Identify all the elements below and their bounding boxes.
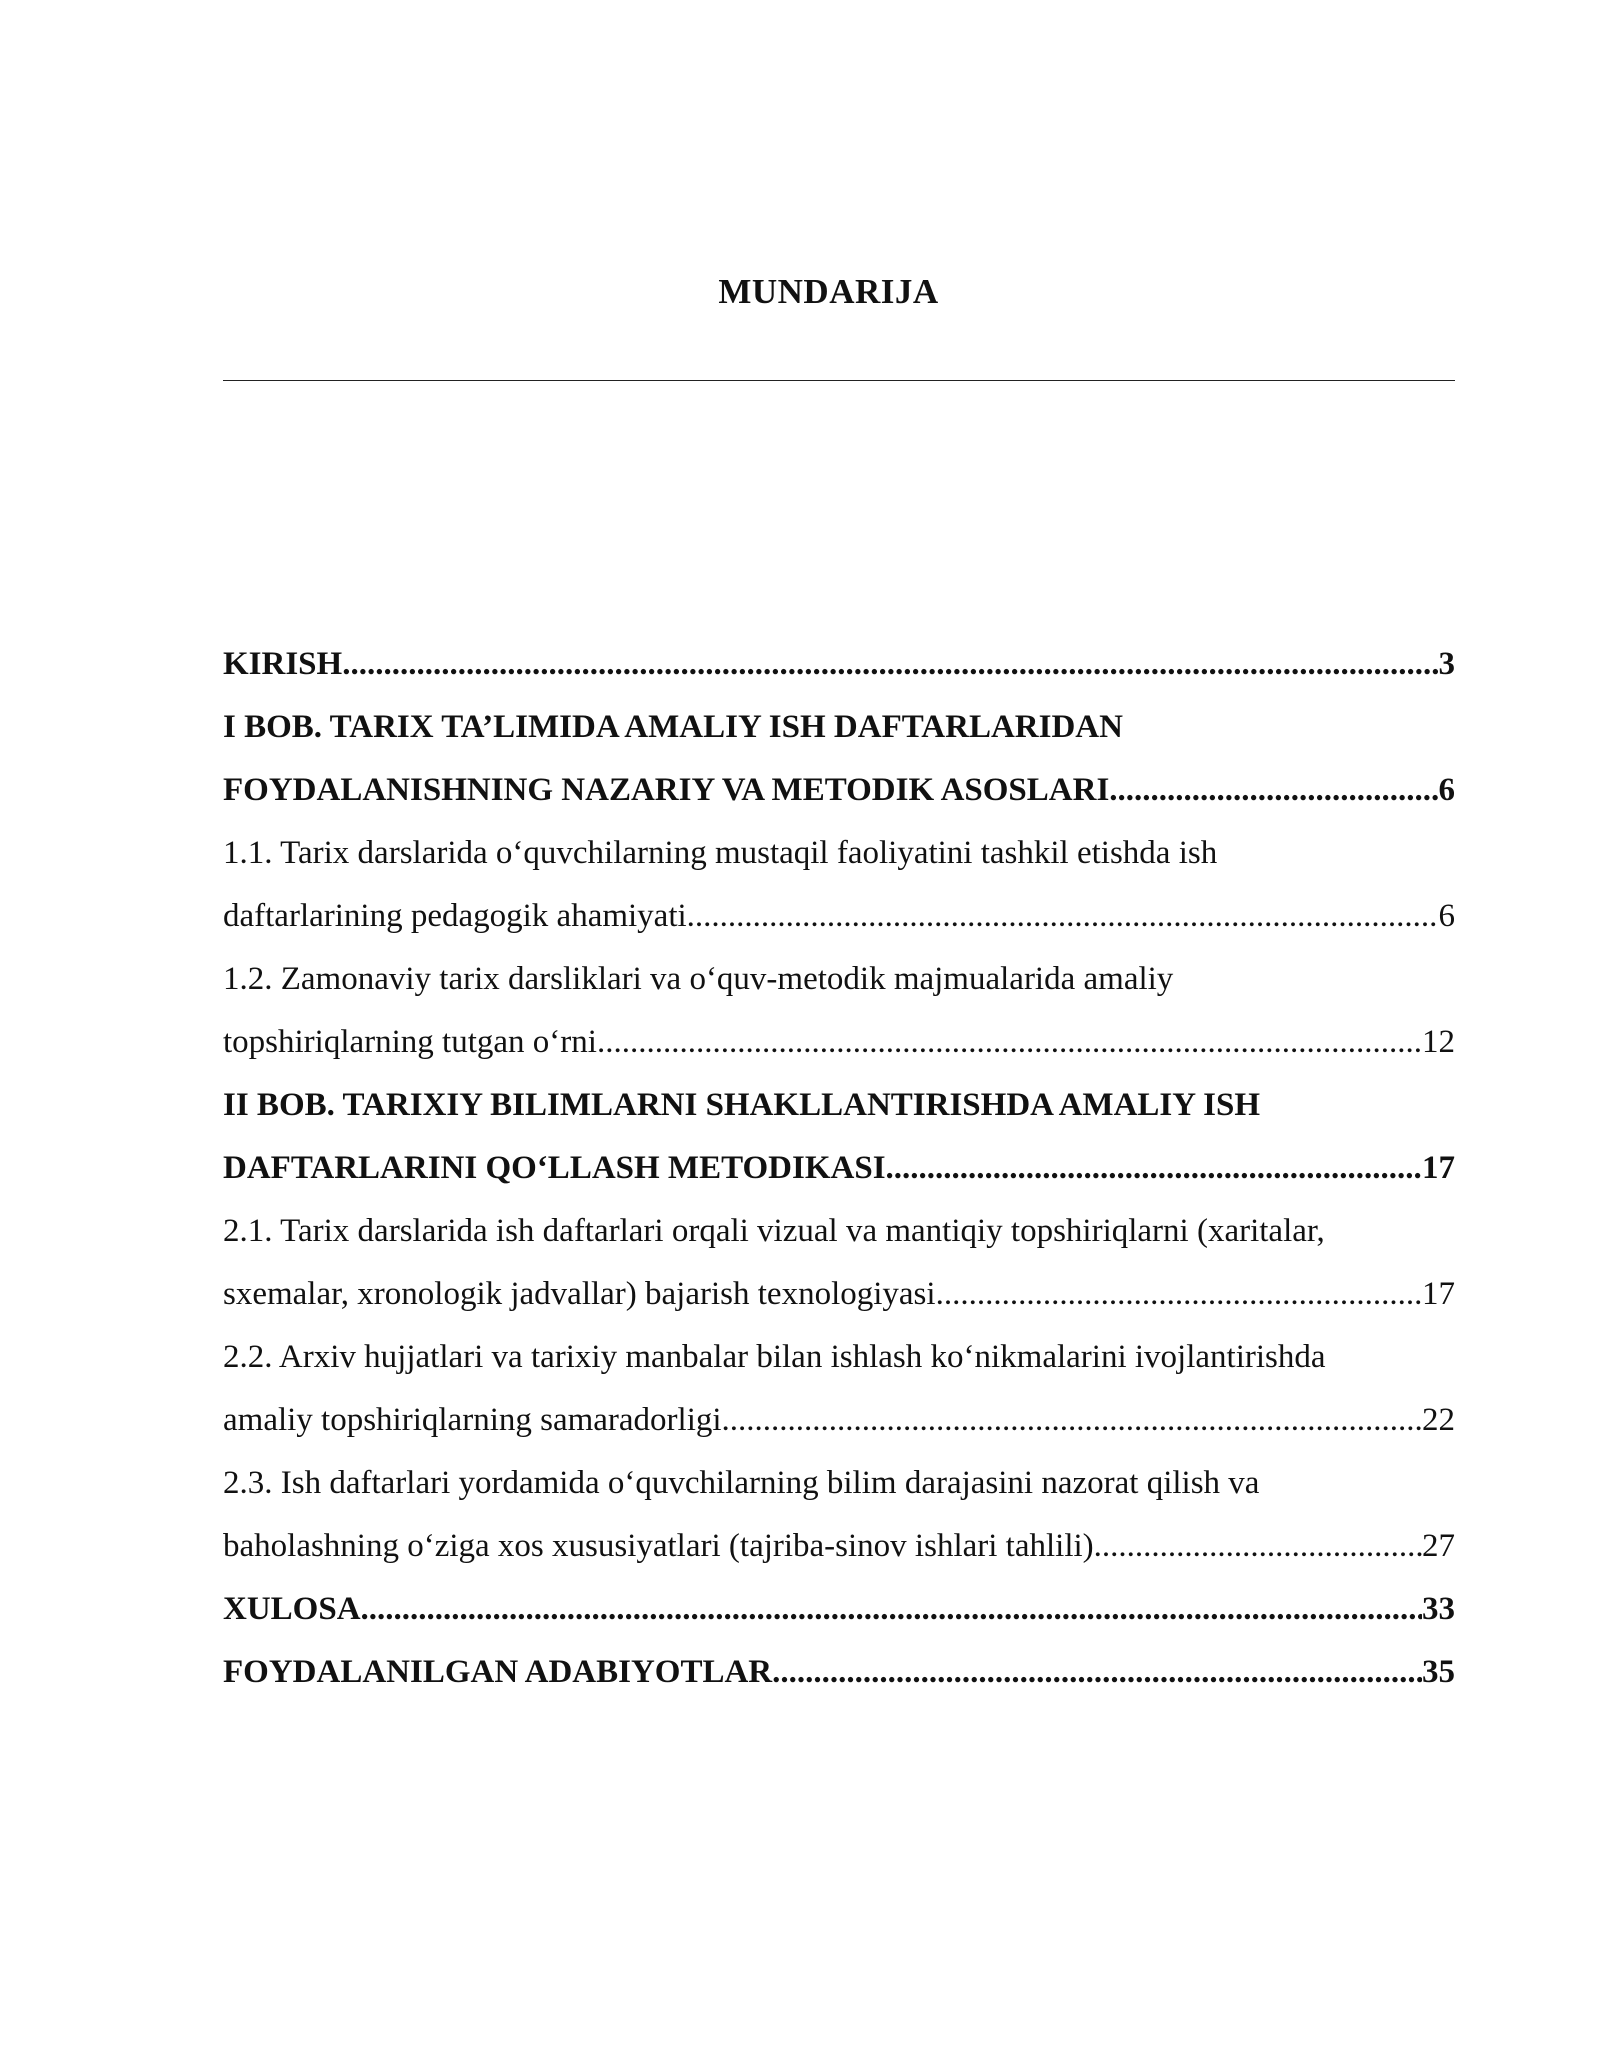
toc-page-number: 6 (1438, 772, 1455, 808)
toc-leader-dots (1094, 1528, 1422, 1565)
toc-entry-s2-1-line1 (223, 1213, 1455, 1276)
toc-page-number: 17 (1422, 1150, 1455, 1186)
toc-entry-xulosa[interactable] (223, 1591, 1455, 1654)
toc-leader-dots (597, 1024, 1422, 1061)
toc-entry-text: DAFTARLARINI QO‘LLASH METODIKASI (223, 1150, 886, 1186)
toc-entry-kirish[interactable] (223, 646, 1455, 709)
toc-entry-s2-3-line1 (223, 1465, 1455, 1528)
toc-leader-dots (687, 898, 1439, 935)
toc-entry-s1-2-line1 (223, 961, 1455, 1024)
title-divider (223, 380, 1455, 381)
toc-entry-text: XULOSA (223, 1591, 361, 1627)
toc-page-number: 33 (1422, 1591, 1455, 1627)
toc-entry-text: sxemalar, xronologik jadvallar) bajarish texnologiyasi (223, 1276, 936, 1312)
toc-entry-text: topshiriqlarning tutgan o‘rni (223, 1024, 597, 1060)
toc-entry-bob2-line1 (223, 1087, 1455, 1150)
toc-entry-bob1-line2[interactable] (223, 772, 1455, 835)
toc-entry-text: 2.2. Arxiv hujjatlari va tarixiy manbalar bilan ishlash ko‘nikmalarini ivojlantirishda (223, 1339, 1326, 1375)
toc-entry-text: 2.3. Ish daftarlari yordamida o‘quvchilarning bilim darajasini nazorat qilish va (223, 1465, 1260, 1501)
toc-entry-s2-2-line2[interactable] (223, 1402, 1455, 1465)
toc-entry-s2-2-line1 (223, 1339, 1455, 1402)
toc-entry-adabiyotlar[interactable] (223, 1654, 1455, 1717)
toc-entry-text: KIRISH (223, 646, 343, 682)
toc-entry-text: 2.1. Tarix darslarida ish daftarlari orqali vizual va mantiqiy topshiriqlarni (xaritalar, (223, 1213, 1325, 1249)
toc-leader-dots (936, 1276, 1422, 1313)
table-of-contents (223, 646, 1455, 1717)
toc-leader-dots (886, 1150, 1422, 1187)
toc-page-number: 22 (1422, 1402, 1455, 1438)
toc-page-number: 6 (1438, 898, 1455, 934)
toc-leader-dots (772, 1654, 1422, 1691)
toc-entry-s1-1-line1 (223, 835, 1455, 898)
toc-page-number: 3 (1438, 646, 1455, 682)
toc-entry-bob1-line1 (223, 709, 1455, 772)
page-title: MUNDARIJA (718, 272, 939, 311)
toc-entry-text: amaliy topshiriqlarning samaradorligi (223, 1402, 722, 1438)
toc-leader-dots (342, 646, 1438, 683)
toc-entry-text: FOYDALANISHNING NAZARIY VA METODIK ASOSLARI (223, 772, 1110, 808)
toc-entry-s1-2-line2[interactable] (223, 1024, 1455, 1087)
toc-leader-dots (361, 1591, 1422, 1628)
toc-page-number: 17 (1422, 1276, 1455, 1312)
toc-entry-bob2-line2[interactable] (223, 1150, 1455, 1213)
toc-leader-dots (722, 1402, 1422, 1439)
toc-page-number: 27 (1422, 1528, 1455, 1564)
toc-entry-text: 1.1. Tarix darslarida o‘quvchilarning mustaqil faoliyatini tashkil etishda ish (223, 835, 1218, 871)
toc-entry-s2-3-line2[interactable] (223, 1528, 1455, 1591)
toc-entry-s2-1-line2[interactable] (223, 1276, 1455, 1339)
toc-entry-text: 1.2. Zamonaviy tarix darsliklari va o‘quv-metodik majmualarida amaliy (223, 961, 1174, 997)
toc-page-number: 35 (1422, 1654, 1455, 1690)
toc-leader-dots (1109, 772, 1438, 809)
toc-entry-text: baholashning o‘ziga xos xususiyatlari (tajriba-sinov ishlari tahlili) (223, 1528, 1094, 1564)
toc-entry-text: II BOB. TARIXIY BILIMLARNI SHAKLLANTIRISHDA AMALIY ISH (223, 1087, 1260, 1123)
toc-entry-text: daftarlarining pedagogik ahamiyati (223, 898, 687, 934)
toc-entry-text: I BOB. TARIX TA’LIMIDA AMALIY ISH DAFTARLARIDAN (223, 709, 1123, 745)
toc-page-number: 12 (1422, 1024, 1455, 1060)
toc-entry-text: FOYDALANILGAN ADABIYOTLAR (223, 1654, 773, 1690)
toc-entry-s1-1-line2[interactable] (223, 898, 1455, 961)
